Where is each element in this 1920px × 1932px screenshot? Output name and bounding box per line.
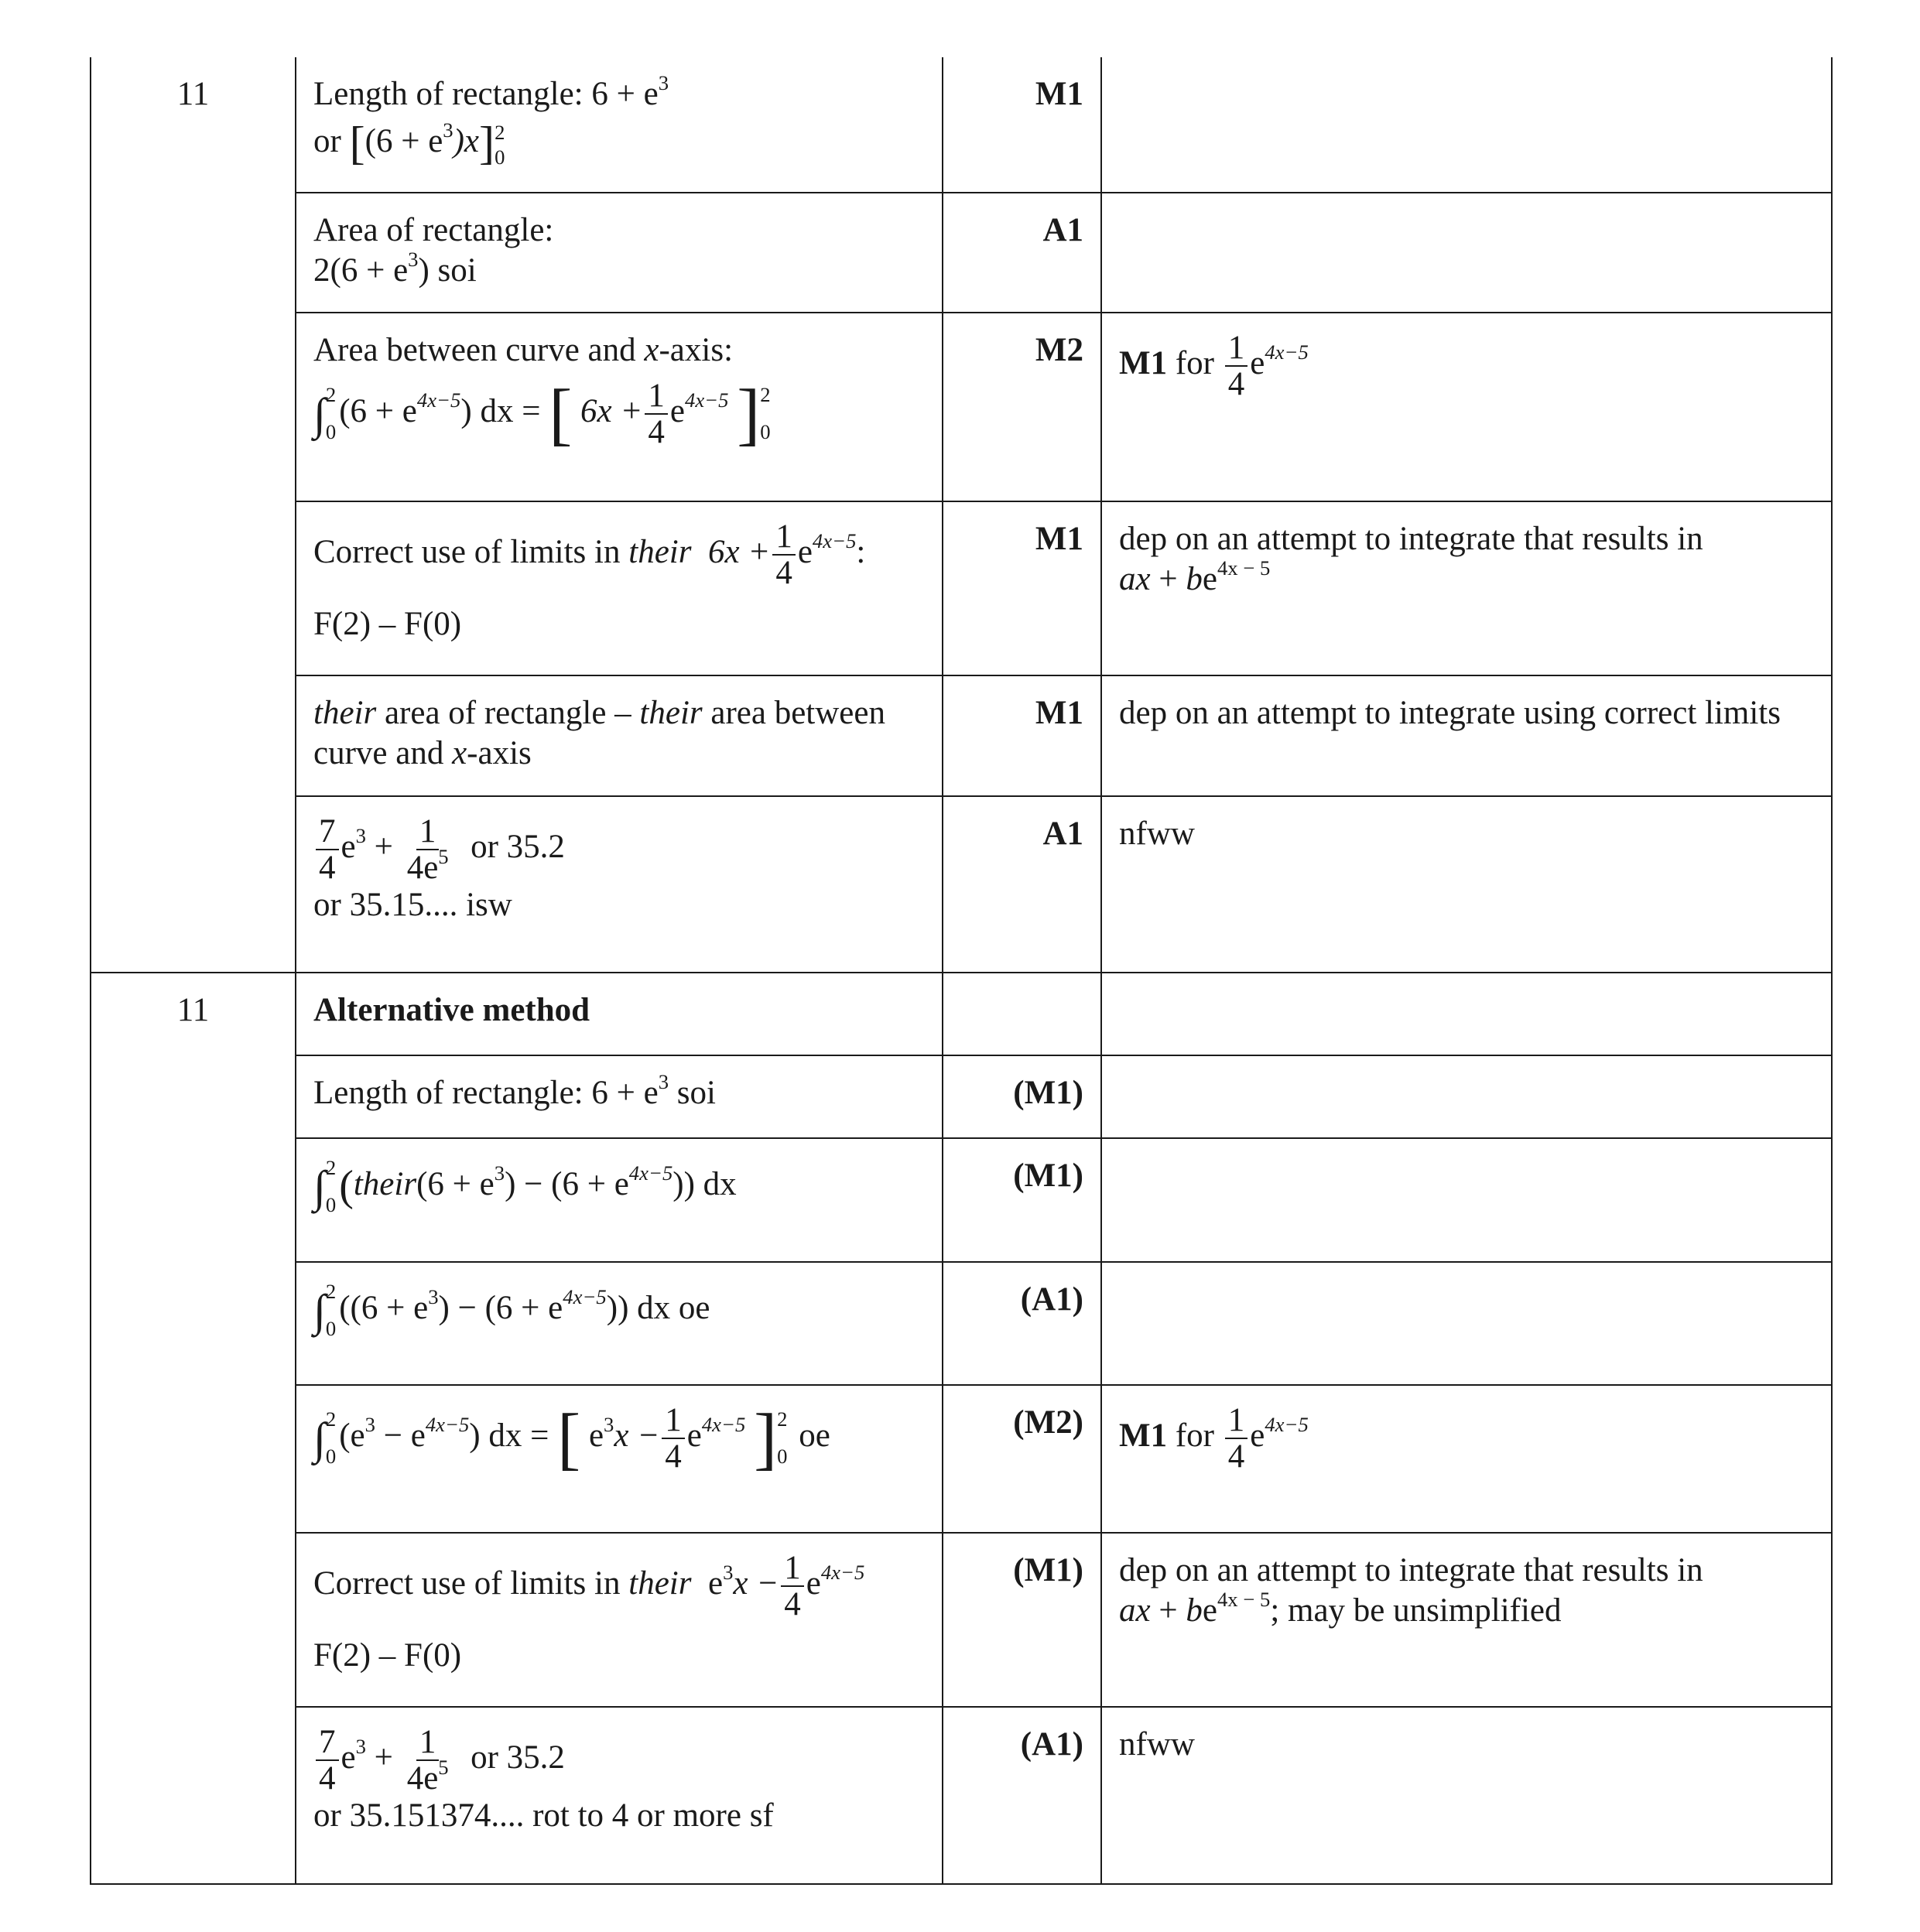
answer-cell [296,1262,943,1385]
mark-cell: (M1) [943,1533,1101,1707]
table-row [91,1707,1832,1884]
guidance-cell [1101,973,1832,1055]
answer-cell: Length of rectangle: $6 + e^3$ or $[(6 + e^3)x]$ 2 0 [296,57,943,193]
guidance-cell [1101,1138,1832,1262]
guidance-cell: nfww [1101,1707,1832,1884]
answer-cell: Length of rectangle: $6 + e^3$ soi [296,1055,943,1138]
guidance-cell: M1 for $\frac{1}{4}$ $e^{4x-5}$ [1101,1385,1832,1533]
answer-cell: Correct use of limits in their 6x + $\frac{1}{4}$ $e^{4x-5}$: F(2) – F(0) [296,501,943,675]
mark-cell: A1 [943,193,1101,313]
table-row [91,1138,1832,1262]
table-row [91,1262,1832,1385]
table-row [91,1055,1832,1138]
guidance-cell: nfww [1101,796,1832,973]
answer-cell [296,1138,943,1262]
answer-cell: $\frac{7}{4}$ $e^3$ + $\frac{1}{4e^5}$ or 35.2 or 35.15.... isw [296,796,943,973]
integral-sign: ∫ [313,1285,326,1336]
table-row [91,973,1832,1055]
integral-sign: ∫ [313,1413,326,1464]
guidance-cell [1101,1262,1832,1385]
table-row [91,675,1832,796]
integral-sign: ∫ [313,388,326,439]
mark-cell: (M1) [943,1138,1101,1262]
answer-cell: Area of rectangle: $2(6 + e^3)$ soi [296,193,943,313]
mark-cell: A1 [943,796,1101,973]
answer-cell: $\frac{7}{4}$ $e^3$ + $\frac{1}{4e^5}$ or 35.2 or 35.151374.... rot to 4 or more sf [296,1707,943,1884]
alternative-method-heading: Alternative method [296,973,943,1055]
table-row [91,1533,1832,1707]
integral-expression: ∫ 2 0 $((6 + e^3) - (6 + e^{4x-5}))$ dx oe [313,1280,710,1341]
final-answer-expression: $\frac{7}{4}$ $e^3$ + $\frac{1}{4e^5}$ or 35.2 [313,1725,565,1796]
integral-sign: ∫ [313,1161,326,1212]
answer-cell: their area of rectangle – their area between curve and x-axis [296,675,943,796]
table-row [91,501,1832,675]
guidance-cell [1101,193,1832,313]
bracket-expression: $[(6 + e^3)x]$ 2 0 [349,117,505,169]
table-row [91,1385,1832,1533]
mark-cell: (A1) [943,1262,1101,1385]
guidance-cell [1101,1055,1832,1138]
table-row [91,313,1832,501]
mark-cell: M2 [943,313,1101,501]
guidance-cell [1101,57,1832,193]
question-number: 11 [91,57,296,973]
integral-expression: ∫ 2 0 $(6 + e^{4x-5})$ dx = [ 6x + $\frac{1}{4}$ $e^{4x-5}$ ] 2 0 [313,374,771,453]
answer-cell: Correct use of limits in their $e^3x$ − $\frac{1}{4}$ $e^{4x-5}$ F(2) – F(0) [296,1533,943,1707]
mark-cell: M1 [943,57,1101,193]
answer-cell: Area between curve and x-axis: ∫ 2 0 $(6 + e^{4x-5})$ dx = [ 6x + $\frac{1}{4}$ $e^{4x-5}$ ] 2 0 [296,313,943,501]
guidance-cell: dep on an attempt to integrate using correct limits [1101,675,1832,796]
question-number: 11 [91,973,296,1884]
table-row [91,796,1832,973]
guidance-cell: dep on an attempt to integrate that results in ax + $be^{4x - 5}$; may be unsimplified [1101,1533,1832,1707]
final-answer-expression: $\frac{7}{4}$ $e^3$ + $\frac{1}{4e^5}$ or 35.2 [313,814,565,885]
mark-scheme-table [90,57,1833,1885]
answer-cell [296,1385,943,1533]
integral-expression: ∫ 2 0 (their(6 + $e^3) - (6 + e^{4x-5})$) dx [313,1156,737,1217]
guidance-cell: M1 for $\frac{1}{4}$ $e^{4x-5}$ [1101,313,1832,501]
table-row [91,193,1832,313]
integral-expression: ∫ 2 0 $(e^3 - e^{4x-5})$ dx = [ $e^3x$ − $\frac{1}{4}$ $e^{4x-5}$ ] 2 0 oe [313,1399,830,1477]
guidance-cell: dep on an attempt to integrate that results in ax + $be^{4x - 5}$ [1101,501,1832,675]
mark-cell: (A1) [943,1707,1101,1884]
mark-cell [943,973,1101,1055]
table-row [91,57,1832,193]
mark-cell: M1 [943,501,1101,675]
mark-cell: M1 [943,675,1101,796]
mark-cell: (M1) [943,1055,1101,1138]
mark-cell: (M2) [943,1385,1101,1533]
